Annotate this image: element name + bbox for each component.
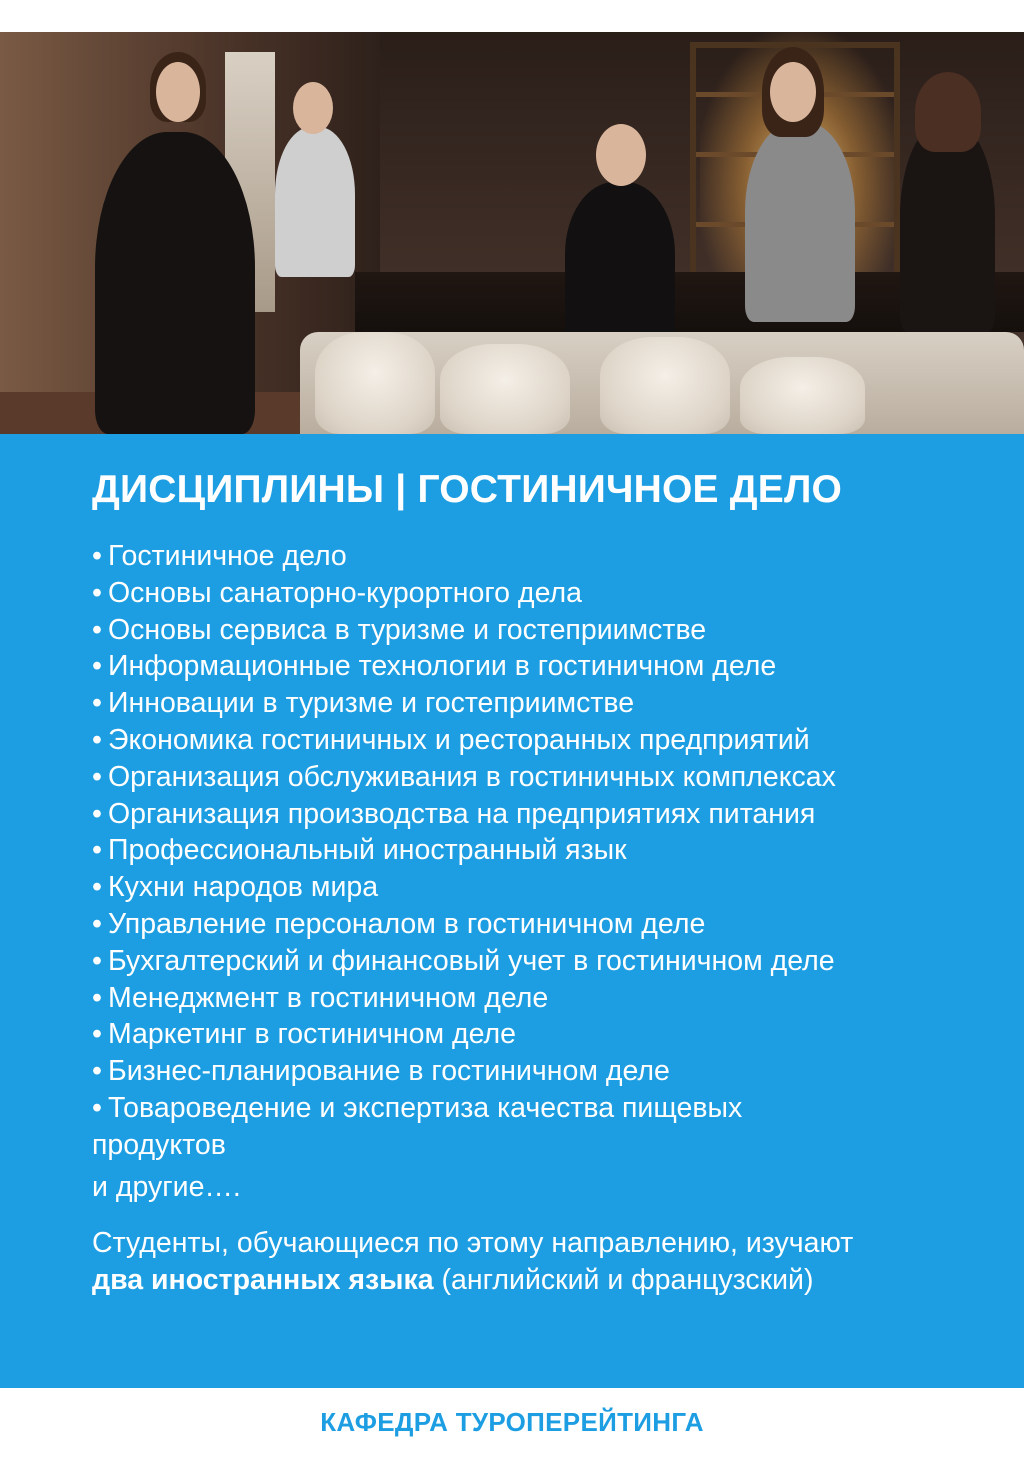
bullet-icon: •: [92, 760, 102, 793]
list-item: [92, 575, 972, 612]
top-margin: [0, 0, 1024, 32]
list-item-label: Информационные технологии в гостиничном деле: [107, 650, 777, 683]
list-item: [92, 832, 972, 869]
bullet-icon: •: [92, 650, 102, 683]
list-tail: и другие….: [92, 1171, 241, 1203]
department-name: КАФЕДРА ТУРОПЕРЕЙТИНГА: [320, 1407, 704, 1437]
bullet-icon: •: [92, 1091, 102, 1124]
list-item-label: Кухни народов мира: [107, 871, 379, 904]
list-item-label: Экономика гостиничных и ресторанных предприятий: [107, 723, 810, 756]
list-item: [92, 612, 972, 649]
photo-pillow: [740, 357, 865, 434]
list-item: [92, 980, 972, 1017]
bullet-icon: •: [92, 687, 102, 720]
bullet-icon: •: [92, 907, 102, 940]
list-item-label: Основы сервиса в туризме и гостеприимстве: [107, 613, 707, 646]
list-item-label: Организация обслуживания в гостиничных комплексах: [107, 760, 836, 793]
list-item: [92, 943, 972, 980]
list-item: [92, 648, 972, 685]
photo-person: [565, 182, 675, 342]
photo-person-hair: [915, 72, 981, 152]
bullet-icon: •: [92, 981, 102, 1014]
list-item: [92, 538, 972, 575]
list-item: [92, 1053, 972, 1090]
note-text: Студенты, обучающиеся по этому направлению, изучают: [92, 1227, 854, 1259]
photo-person-head: [156, 62, 200, 122]
note-text-end: (английский и французский): [433, 1263, 814, 1296]
photo-pillow: [440, 344, 570, 434]
note-highlight: два иностранных языка: [92, 1263, 434, 1296]
photo-person: [275, 127, 355, 277]
bullet-icon: •: [92, 540, 102, 572]
bullet-icon: •: [92, 834, 102, 867]
photo-person: [900, 122, 995, 332]
photo-pillow: [315, 332, 435, 434]
disciplines-list: [92, 538, 972, 1164]
list-item-label: Профессиональный иностранный язык: [107, 834, 627, 867]
bullet-icon: •: [92, 576, 102, 609]
list-item-label: Товароведение и экспертиза качества пищевых продуктов: [92, 1091, 743, 1161]
bullet-icon: •: [92, 1018, 102, 1051]
list-item-label: Организация производства на предприятиях питания: [107, 797, 816, 830]
list-item-label: Управление персоналом в гостиничном деле: [107, 907, 706, 940]
photo-person-head: [770, 62, 816, 122]
photo-person-head: [596, 124, 646, 186]
list-item: [92, 796, 972, 833]
list-item: [92, 759, 972, 796]
list-item: [92, 869, 972, 906]
list-item-label: Бухгалтерский и финансовый учет в гостиничном деле: [107, 944, 835, 977]
list-item-label: Основы санаторно-курортного дела: [107, 576, 582, 609]
list-item: [92, 1090, 852, 1164]
photo-person-head: [293, 82, 333, 134]
languages-note: [92, 1225, 912, 1299]
list-item-label: Бизнес-планирование в гостиничном деле: [107, 1055, 670, 1088]
list-item: [92, 906, 972, 943]
photo-person: [95, 132, 255, 434]
list-item: [92, 1016, 972, 1053]
page-title: ДИСЦИПЛИНЫ | ГОСТИНИЧНОЕ ДЕЛО: [92, 468, 843, 511]
list-item: [92, 685, 972, 722]
hotel-suite-photo: [0, 32, 1024, 434]
bullet-icon: •: [92, 797, 102, 830]
list-item-label: Гостиничное дело: [107, 540, 347, 572]
list-item-label: Инновации в туризме и гостеприимстве: [107, 687, 635, 720]
list-item: [92, 722, 972, 759]
bullet-icon: •: [92, 1055, 102, 1088]
photo-pillow: [600, 337, 730, 434]
bullet-icon: •: [92, 723, 102, 756]
bullet-icon: •: [92, 613, 102, 646]
bullet-icon: •: [92, 871, 102, 904]
list-item-label: Менеджмент в гостиничном деле: [107, 981, 549, 1014]
list-item-label: Маркетинг в гостиничном деле: [107, 1018, 516, 1051]
bullet-icon: •: [92, 944, 102, 977]
photo-person: [745, 122, 855, 322]
